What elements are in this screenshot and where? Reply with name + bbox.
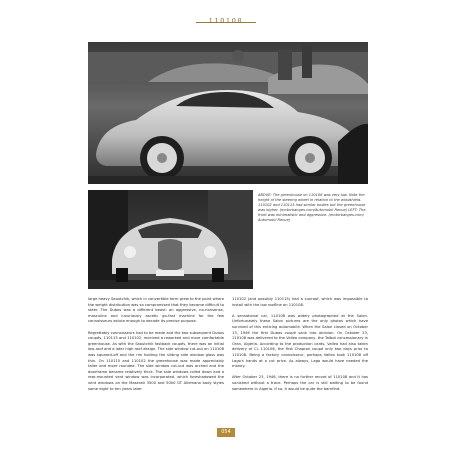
- paragraph: Regrettably connoisseurs had to be made and the two subsequent Dubos coupés, 110115 and 110102, received a reworked and more comfortable greenhouse. As with the Saoutchik fastback coupés, there was an initial low-roof and a later high roof design. The side window cut-out on 110108 was squared-off and the rim holding the sliding side window glass was thin. On 110115 and 110102 the greenhouse was made appreciably taller and more rounded. The side window cut-out was arched and the doorframe became relatively thick. The side windows rolled down and a rear-mounted vent window was incorporated, which foreshadowed the vent windows on the Maserati 3500 and 5000 GT Allemano body styles some eight to ten years later.: [88, 330, 224, 391]
- running-header: [196, 8, 256, 23]
- header-title: 110108: [208, 17, 244, 25]
- paragraph: large heavy Saoutchik, which in convertible form grew to the point where the weight distribution was so compromised that they became difficult to steer. The Dubos was a different beast: an aggressive, no-nonsense, masculine and luxuriously ascetic go-fast machine for the few connoisseurs astute enough to decode its precise purpose.: [88, 297, 224, 324]
- photo-caption: ABOVE: The greenhouse on 110108 was very low. Note the height of the steering wheel in relation to the windshield. 110102 and 110115 had similar bodies but the greenhouse was higher. (motorbanges.com/Automobil Revue) LEFT: The front was minimalistic and aggressive. (motorbanges.com/ Automobil Revue): [258, 193, 366, 223]
- body-column-left: [88, 297, 224, 398]
- page-number: 054: [217, 428, 235, 437]
- paragraph: 110102 (and possibly 110115) had a sunroof, which was impossible to install with the low roofline on 110108.: [232, 297, 368, 307]
- paragraph: A sensational car, 110108 was widely photographed at the Salon. Unfortunately these Salon pictures are the only photos which have survived of this enticing automobile. When the Salon closed on October 13, 1946 the first Dubos coupé sank into oblivion. On October 23, 110108 was delivered to the Valleo company, the Talbot concessionary in Oran, Algeria. According to the production cards, Valleo had also taken delivery of Cl. 110106, the first Chapron coupé only two days prior to 110108. Being a factory connoisseur, perhaps Valleo took 110108 off Lago's hands at a cut price. As always, Lago would have needed the money.: [232, 313, 368, 369]
- body-column-right: [232, 297, 368, 398]
- paragraph: After October 23, 1946, there is no further record of 110108 and it has vanished without a trace. Perhaps the car is still waiting to be found somewhere in Algeria. If so, it would be quite the barnfind.: [232, 375, 368, 391]
- side-view-photo: [88, 42, 368, 184]
- front-view-photo: [88, 190, 253, 289]
